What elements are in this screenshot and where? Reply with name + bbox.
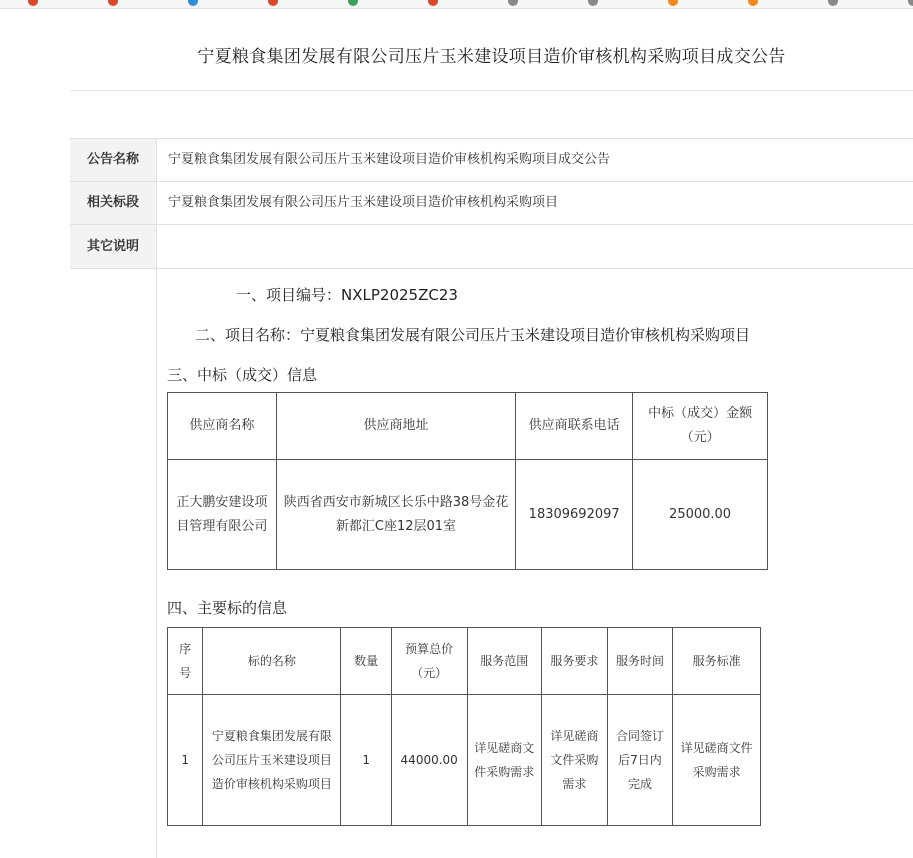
bookmark-icon: [188, 0, 198, 6]
winner-table-header: [168, 393, 768, 460]
winner-table: [167, 392, 768, 570]
bookmark-item[interactable]: [28, 0, 38, 6]
project-name: 二、项目名称：宁夏粮食集团发展有限公司压片玉米建设项目造价审核机构采购项目: [195, 326, 751, 344]
winner-header-amount: 中标（成交）金额（元）: [633, 393, 768, 460]
items-header-no: 序号: [168, 628, 203, 695]
items-header-budget: 预算总价（元）: [391, 628, 467, 695]
page-title: 宁夏粮食集团发展有限公司压片玉米建设项目造价审核机构采购项目成交公告: [197, 47, 786, 67]
items-table: [167, 627, 761, 826]
bookmark-item[interactable]: [508, 0, 518, 6]
bookmark-icon: [28, 0, 38, 6]
item-time: 合同签订后7日内完成: [607, 695, 673, 826]
label-other-notes: 其它说明: [70, 225, 157, 268]
info-row-section: [70, 182, 913, 225]
table-row: [168, 695, 761, 826]
bookmark-icon: [348, 0, 358, 6]
items-table-header: [168, 628, 761, 695]
items-header-scope: 服务范围: [467, 628, 542, 695]
info-row-name: [70, 139, 913, 182]
announcement-info: [70, 138, 913, 269]
item-requirement: 详见磋商文件采购需求: [542, 695, 608, 826]
bookmark-icon: [828, 0, 838, 6]
winner-supplier-name: 正大鹏安建设项目管理有限公司: [168, 460, 277, 570]
winner-amount: 25000.00: [633, 460, 768, 570]
item-qty: 1: [341, 695, 391, 826]
bookmark-icon: [588, 0, 598, 6]
items-header-requirement: 服务要求: [542, 628, 608, 695]
winner-supplier-address: 陕西省西安市新城区长乐中路38号金花新都汇C座12层01室: [276, 460, 515, 570]
section-items-heading: 四、主要标的信息: [167, 599, 288, 617]
bookmark-icon: [748, 0, 758, 6]
section-winner-heading: 三、中标（成交）信息: [167, 366, 318, 384]
bookmarks-bar: [0, 0, 913, 9]
value-other-notes: [157, 225, 913, 268]
bookmark-item[interactable]: [748, 0, 758, 6]
winner-header-name: 供应商名称: [168, 393, 277, 460]
bookmark-item[interactable]: [108, 0, 118, 6]
bookmark-icon: [908, 0, 913, 6]
label-announcement-name: 公告名称: [70, 139, 157, 181]
info-row-other: [70, 225, 913, 269]
item-standard: 详见磋商文件采购需求: [673, 695, 761, 826]
bookmark-item[interactable]: [348, 0, 358, 6]
bookmark-item[interactable]: [588, 0, 598, 6]
bookmark-icon: [268, 0, 278, 6]
items-header-name: 标的名称: [203, 628, 341, 695]
label-related-section: 相关标段: [70, 182, 157, 224]
bookmark-icon: [668, 0, 678, 6]
value-announcement-name: 宁夏粮食集团发展有限公司压片玉米建设项目造价审核机构采购项目成交公告: [168, 152, 611, 167]
bookmark-item[interactable]: [268, 0, 278, 6]
bookmark-item[interactable]: [668, 0, 678, 6]
winner-header-phone: 供应商联系电话: [516, 393, 633, 460]
bookmark-item[interactable]: [828, 0, 838, 6]
table-row: [168, 460, 768, 570]
winner-supplier-phone: 18309692097: [516, 460, 633, 570]
bookmark-icon: [108, 0, 118, 6]
items-header-standard: 服务标准: [673, 628, 761, 695]
value-related-section: 宁夏粮食集团发展有限公司压片玉米建设项目造价审核机构采购项目: [168, 195, 559, 210]
bookmark-icon: [508, 0, 518, 6]
notes-body-label-column: [70, 268, 157, 858]
bookmark-item[interactable]: [188, 0, 198, 6]
bookmark-icon: [428, 0, 438, 6]
bookmark-item[interactable]: [908, 0, 913, 6]
winner-header-address: 供应商地址: [276, 393, 515, 460]
items-header-time: 服务时间: [607, 628, 673, 695]
title-divider: [70, 90, 913, 91]
project-number: 一、项目编号：NXLP2025ZC23: [236, 286, 458, 304]
item-scope: 详见磋商文件采购需求: [467, 695, 542, 826]
item-no: 1: [168, 695, 203, 826]
items-header-qty: 数量: [341, 628, 391, 695]
bookmark-item[interactable]: [428, 0, 438, 6]
item-name: 宁夏粮食集团发展有限公司压片玉米建设项目造价审核机构采购项目: [203, 695, 341, 826]
item-budget: 44000.00: [391, 695, 467, 826]
